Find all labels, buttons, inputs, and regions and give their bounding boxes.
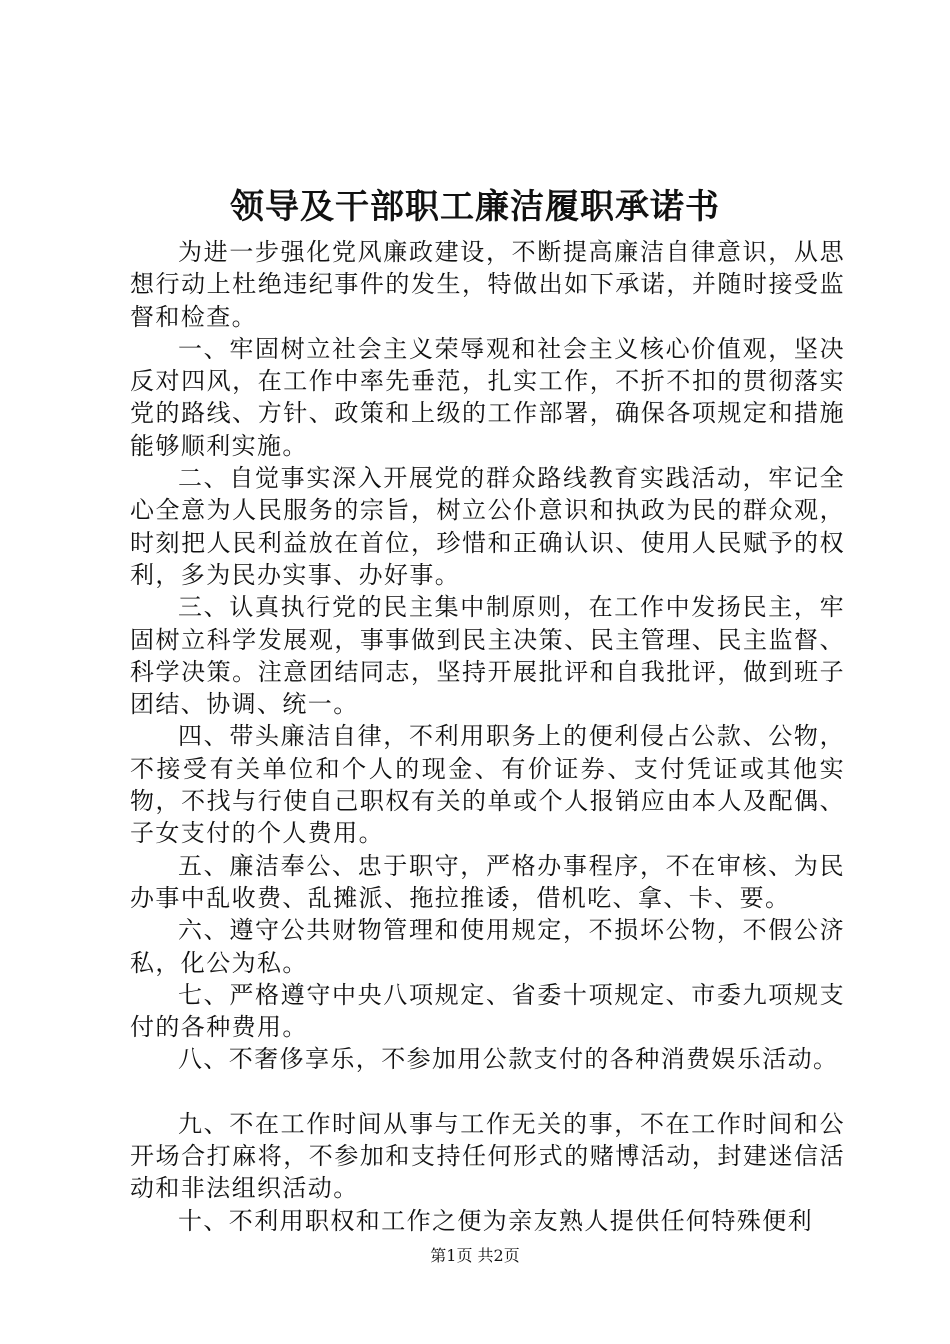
- pledge-item-1: 一、牢固树立社会主义荣辱观和社会主义核心价值观，坚决反对四风，在工作中率先垂范，扎实工作，不折不扣的贯彻落实党的路线、方针、政策和上级的工作部署，确保各项规定和措施能够顺利实施。: [130, 334, 845, 460]
- pledge-item-9: 九、不在工作时间从事与工作无关的事，不在工作时间和公开场合打麻将，不参加和支持任何形式的赌博活动，封建迷信活动和非法组织活动。: [130, 1109, 845, 1203]
- pledge-item-5: 五、廉洁奉公、忠于职守，严格办事程序，不在审核、为民办事中乱收费、乱摊派、拖拉推诿，借机吃、拿、卡、要。: [130, 851, 845, 912]
- page-footer: 第1页 共2页: [430, 1246, 520, 1265]
- pledge-item-6: 六、遵守公共财物管理和使用规定，不损坏公物，不假公济私，化公为私。: [130, 916, 845, 977]
- document-body: [130, 236, 845, 1237]
- pledge-item-3: 三、认真执行党的民主集中制原则，在工作中发扬民主，牢固树立科学发展观，事事做到民主决策、民主管理、民主监督、科学决策。注意团结同志，坚持开展批评和自我批评，做到班子团结、协调、统一。: [130, 593, 845, 719]
- document-title: 领导及干部职工廉洁履职承诺书: [230, 187, 720, 227]
- pledge-item-4: 四、带头廉洁自律，不利用职务上的便利侵占公款、公物，不接受有关单位和个人的现金、有价证券、支付凭证或其他实物，不找与行使自己职权有关的单或个人报销应由本人及配偶、子女支付的个人费用。: [130, 722, 845, 848]
- pledge-item-2: 二、自觉事实深入开展党的群众路线教育实践活动，牢记全心全意为人民服务的宗旨，树立公仆意识和执政为民的群众观，时刻把人民利益放在首位，珍惜和正确认识、使用人民赋予的权利，多为民办实事、办好事。: [130, 464, 845, 589]
- pledge-item-10: 十、不利用职权和工作之便为亲友熟人提供任何特殊便利: [178, 1206, 813, 1235]
- pledge-item-7: 七、严格遵守中央八项规定、省委十项规定、市委九项规支付的各种费用。: [130, 980, 845, 1042]
- pledge-item-8: 八、不奢侈享乐，不参加用公款支付的各种消费娱乐活动。: [178, 1045, 839, 1074]
- intro-paragraph: 为进一步强化党风廉政建设，不断提高廉洁自律意识，从思想行动上杜绝违纪事件的发生，特做出如下承诺，并随时接受监督和检查。: [130, 238, 845, 331]
